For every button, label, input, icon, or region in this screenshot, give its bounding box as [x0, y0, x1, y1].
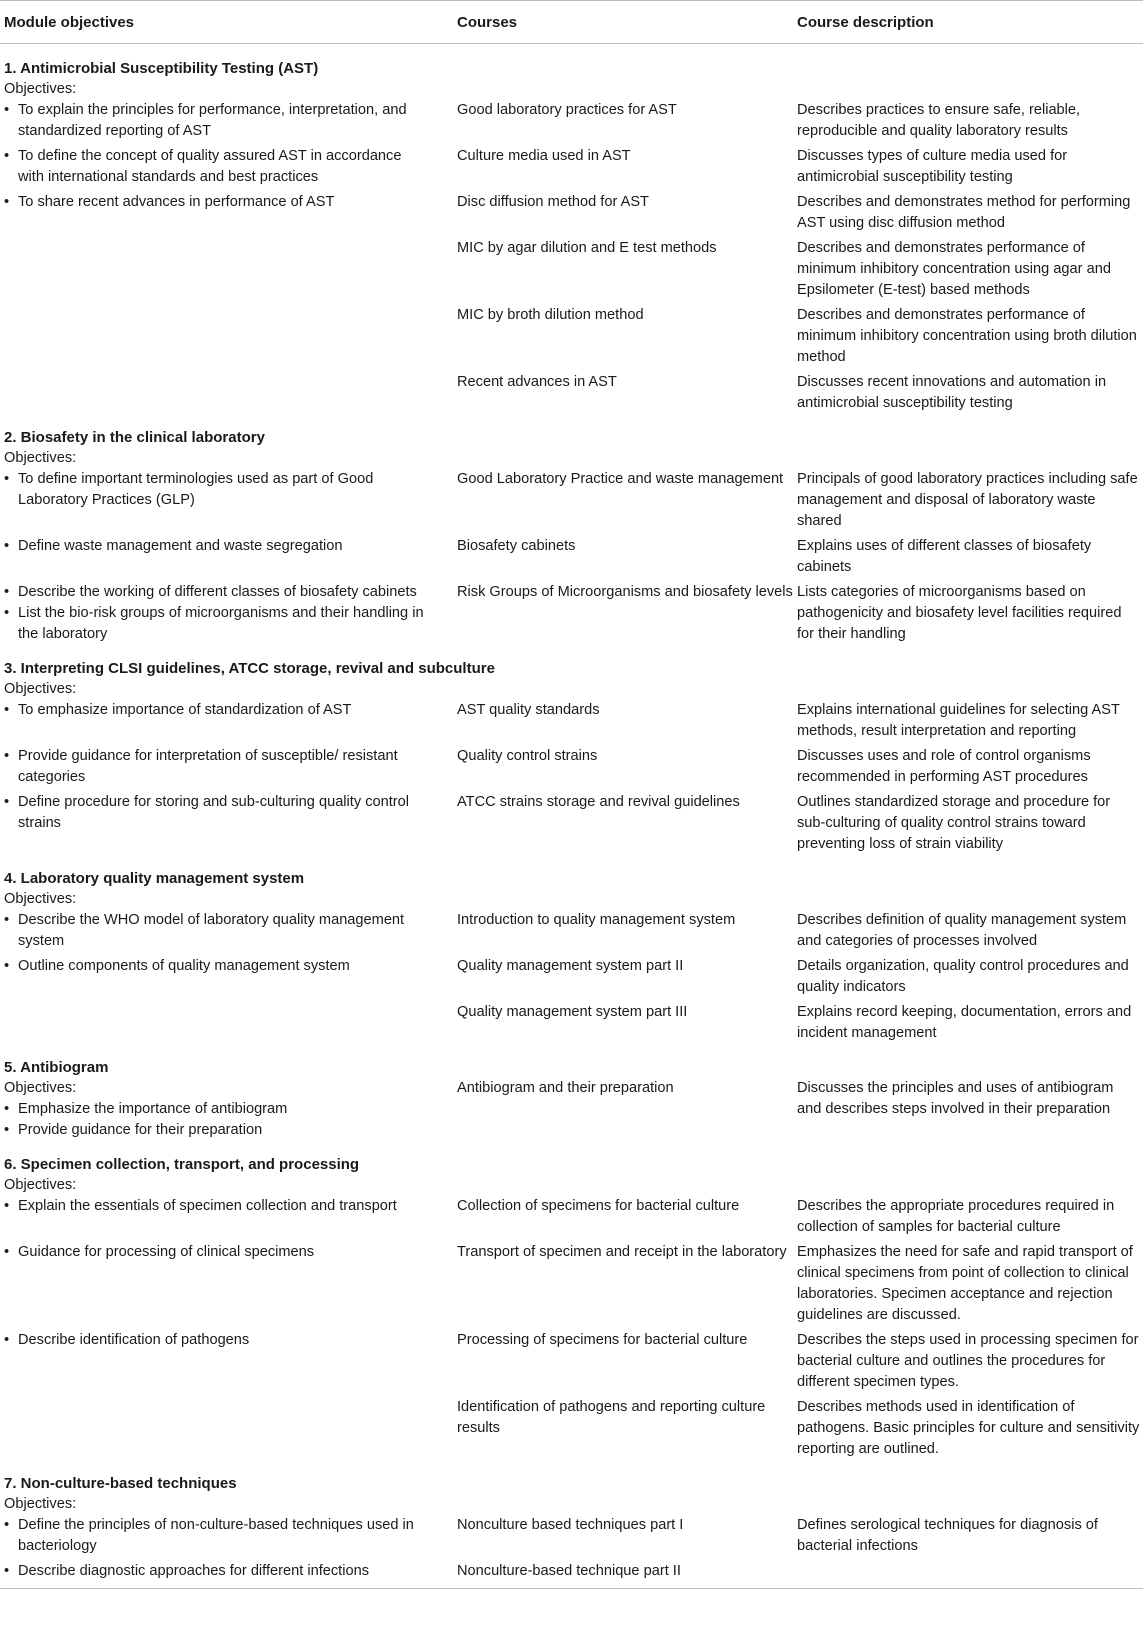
objectives-label: Objectives: — [4, 1496, 77, 1512]
course-name: Biosafety cabinets — [457, 538, 576, 554]
objectives-cell — [0, 1561, 457, 1589]
course-description — [797, 1561, 1143, 1589]
course-name: Good Laboratory Practice and waste management — [457, 471, 784, 487]
objective-item: • Describe the working of different classes of biosafety cabinets — [4, 582, 427, 603]
course-description: Lists categories of microorganisms based on pathogenicity and biosafety level facilities required for their handling — [797, 584, 1122, 642]
course-description: Describes definition of quality management system and categories of processes involved — [797, 912, 1127, 949]
objectives-label-row — [0, 1078, 1143, 1145]
course-name: Processing of specimens for bacterial culture — [457, 1332, 748, 1348]
objectives-label-cell — [0, 889, 457, 910]
objectives-label-cell — [0, 1078, 457, 1145]
empty-cell — [457, 79, 797, 100]
objectives-label-cell — [0, 679, 457, 700]
table-row — [0, 956, 1143, 1002]
course-description: Describes and demonstrates performance of minimum inhibitory concentration using agar and Epsilometer (E-test) based methods — [797, 240, 1111, 298]
objective-item: • Define waste management and waste segregation — [4, 536, 427, 557]
objectives-label-row — [0, 448, 1143, 469]
table-row — [0, 372, 1143, 418]
objectives-cell — [0, 146, 457, 192]
objective-item: • To explain the principles for performance, interpretation, and standardized reporting of AST — [4, 100, 427, 142]
course-description: Defines serological techniques for diagnosis of bacterial infections — [797, 1517, 1098, 1554]
course-description: Discusses the principles and uses of antibiogram and describes steps involved in their preparation — [797, 1080, 1114, 1117]
course-description: Describes and demonstrates performance of minimum inhibitory concentration using broth dilution method — [797, 307, 1137, 365]
empty-cell — [797, 679, 1143, 700]
objectives-cell — [0, 469, 457, 536]
objectives-label-cell — [0, 448, 457, 469]
objective-item: • Provide guidance for their preparation — [4, 1120, 427, 1141]
objective-item: • Emphasize the importance of antibiogram — [4, 1099, 427, 1120]
objectives-cell — [0, 1196, 457, 1242]
course-name: ATCC strains storage and revival guidelines — [457, 794, 740, 810]
objectives-label-row — [0, 79, 1143, 100]
objectives-cell — [0, 910, 457, 956]
header-courses: Courses — [457, 1, 797, 44]
course-name: Quality management system part III — [457, 1004, 688, 1020]
module-title-row — [0, 1048, 1143, 1078]
empty-cell — [797, 889, 1143, 910]
table-row — [0, 1002, 1143, 1048]
objectives-cell — [0, 956, 457, 1002]
objectives-cell — [0, 305, 457, 372]
course-name: Quality management system part II — [457, 958, 684, 974]
module-title: 7. Non-culture-based techniques — [4, 1475, 237, 1492]
table-header-row — [0, 1, 1143, 44]
objective-item: • Outline components of quality management system — [4, 956, 427, 977]
table-row — [0, 146, 1143, 192]
table-row — [0, 1561, 1143, 1589]
course-description: Discusses uses and role of control organisms recommended in performing AST procedures — [797, 748, 1091, 785]
course-description: Describes and demonstrates method for performing AST using disc diffusion method — [797, 194, 1131, 231]
objective-item: • List the bio-risk groups of microorganisms and their handling in the laboratory — [4, 603, 427, 645]
objectives-label-cell — [0, 1494, 457, 1515]
objectives-cell — [0, 700, 457, 746]
table-row — [0, 238, 1143, 305]
table-row — [0, 792, 1143, 859]
module-title: 4. Laboratory quality management system — [4, 870, 305, 887]
table-row — [0, 1330, 1143, 1397]
table-row — [0, 192, 1143, 238]
objectives-label-row — [0, 1494, 1143, 1515]
objectives-cell — [0, 746, 457, 792]
objectives-cell — [0, 372, 457, 418]
objectives-label-cell — [0, 1175, 457, 1196]
empty-cell — [457, 1494, 797, 1515]
objectives-label-row — [0, 679, 1143, 700]
module-title: 6. Specimen collection, transport, and processing — [4, 1156, 360, 1173]
course-name: MIC by broth dilution method — [457, 307, 644, 323]
course-name: MIC by agar dilution and E test methods — [457, 240, 717, 256]
objectives-cell — [0, 238, 457, 305]
table-row — [0, 1196, 1143, 1242]
module-title: 2. Biosafety in the clinical laboratory — [4, 429, 265, 446]
objectives-label: Objectives: — [4, 81, 77, 97]
objectives-cell — [0, 536, 457, 582]
module-title-row — [0, 418, 1143, 448]
objectives-cell — [0, 192, 457, 238]
objectives-cell — [0, 1330, 457, 1397]
objectives-label-row — [0, 889, 1143, 910]
objectives-label: Objectives: — [4, 450, 77, 466]
objective-item: • To share recent advances in performance of AST — [4, 192, 427, 213]
course-name: Transport of specimen and receipt in the laboratory — [457, 1244, 787, 1260]
course-name: Risk Groups of Microorganisms and biosafety levels — [457, 584, 793, 600]
objectives-cell — [0, 582, 457, 649]
course-name: Recent advances in AST — [457, 374, 617, 390]
module-title-row — [0, 859, 1143, 889]
course-description: Describes the steps used in processing specimen for bacterial culture and outlines the procedures for different specimen types. — [797, 1332, 1139, 1390]
empty-cell — [457, 679, 797, 700]
table-row — [0, 910, 1143, 956]
table-row — [0, 1397, 1143, 1464]
course-name: Nonculture based techniques part I — [457, 1517, 684, 1533]
course-description: Describes the appropriate procedures required in collection of samples for bacterial culture — [797, 1198, 1115, 1235]
empty-cell — [797, 1494, 1143, 1515]
course-name: Nonculture-based technique part II — [457, 1561, 797, 1589]
header-course-description: Course description — [797, 1, 1143, 44]
objective-item: • Define procedure for storing and sub-culturing quality control strains — [4, 792, 427, 834]
objective-item: • Provide guidance for interpretation of susceptible/ resistant categories — [4, 746, 427, 788]
course-description: Describes practices to ensure safe, reliable, reproducible and quality laboratory results — [797, 102, 1081, 139]
course-name: Introduction to quality management system — [457, 912, 736, 928]
objectives-cell — [0, 100, 457, 146]
empty-cell — [797, 1175, 1143, 1196]
table-row — [0, 700, 1143, 746]
header-module-objectives: Module objectives — [0, 1, 457, 44]
empty-cell — [457, 448, 797, 469]
table-row — [0, 1242, 1143, 1330]
course-description: Outlines standardized storage and procedure for sub-culturing of quality control strains toward preventing loss of strain viability — [797, 794, 1111, 852]
empty-cell — [797, 448, 1143, 469]
objectives-cell — [0, 1515, 457, 1561]
course-name: AST quality standards — [457, 702, 600, 718]
course-name: Culture media used in AST — [457, 148, 631, 164]
table-row — [0, 305, 1143, 372]
course-name: Quality control strains — [457, 748, 598, 764]
objective-item: • Describe the WHO model of laboratory quality management system — [4, 910, 427, 952]
course-description: Explains international guidelines for selecting AST methods, result interpretation and reporting — [797, 702, 1120, 739]
objectives-label: Objectives: — [4, 891, 77, 907]
objectives-cell — [0, 792, 457, 859]
course-name: Disc diffusion method for AST — [457, 194, 649, 210]
module-title-row — [0, 1145, 1143, 1175]
objective-item: • Describe diagnostic approaches for different infections — [4, 1561, 427, 1582]
course-name: Good laboratory practices for AST — [457, 102, 677, 118]
course-description: Describes methods used in identification of pathogens. Basic principles for culture and sensitivity reporting are outlined. — [797, 1399, 1140, 1457]
course-name: Antibiogram and their preparation — [457, 1080, 674, 1096]
table-row — [0, 1515, 1143, 1561]
objective-item: • To emphasize importance of standardization of AST — [4, 700, 427, 721]
objectives-cell — [0, 1242, 457, 1330]
objective-item: • Describe identification of pathogens — [4, 1330, 427, 1351]
course-description: Explains record keeping, documentation, errors and incident management — [797, 1004, 1132, 1041]
course-description: Details organization, quality control procedures and quality indicators — [797, 958, 1129, 995]
course-name: Identification of pathogens and reporting culture results — [457, 1399, 766, 1436]
objectives-label-cell — [0, 79, 457, 100]
course-description: Discusses types of culture media used for antimicrobial susceptibility testing — [797, 148, 1068, 185]
empty-cell — [457, 889, 797, 910]
course-description: Discusses recent innovations and automation in antimicrobial susceptibility testing — [797, 374, 1107, 411]
table-row — [0, 536, 1143, 582]
objective-item: • To define important terminologies used as part of Good Laboratory Practices (GLP) — [4, 469, 427, 511]
objectives-label: Objectives: — [4, 1177, 77, 1193]
objective-item: • Guidance for processing of clinical specimens — [4, 1242, 427, 1263]
objective-item: • To define the concept of quality assured AST in accordance with international standards and best practices — [4, 146, 427, 188]
module-title-row — [0, 1464, 1143, 1494]
table-body — [0, 44, 1143, 1589]
module-title-row — [0, 44, 1143, 80]
module-title: 3. Interpreting CLSI guidelines, ATCC storage, revival and subculture — [4, 660, 495, 677]
module-title: 5. Antibiogram — [4, 1059, 109, 1076]
objectives-label-row — [0, 1175, 1143, 1196]
objectives-label: Objectives: — [4, 681, 77, 697]
course-description: Emphasizes the need for safe and rapid transport of clinical specimens from point of collection to clinical laboratories. Specimen acceptance and rejection guidelines are discussed. — [797, 1244, 1133, 1323]
objective-item: • Define the principles of non-culture-based techniques used in bacteriology — [4, 1515, 427, 1557]
table-row — [0, 746, 1143, 792]
objectives-cell — [0, 1002, 457, 1048]
empty-cell — [797, 79, 1143, 100]
course-name: Collection of specimens for bacterial culture — [457, 1198, 740, 1214]
table-row — [0, 469, 1143, 536]
course-description: Explains uses of different classes of biosafety cabinets — [797, 538, 1092, 575]
table-row — [0, 100, 1143, 146]
table-row — [0, 582, 1143, 649]
objectives-cell — [0, 1397, 457, 1464]
module-title-row — [0, 649, 1143, 679]
empty-cell — [457, 1175, 797, 1196]
course-description: Principals of good laboratory practices including safe management and disposal of laboratory waste shared — [797, 471, 1138, 529]
objectives-label: Objectives: — [4, 1080, 77, 1096]
objective-item: • Explain the essentials of specimen collection and transport — [4, 1196, 427, 1217]
module-title: 1. Antimicrobial Susceptibility Testing (AST) — [4, 60, 319, 77]
